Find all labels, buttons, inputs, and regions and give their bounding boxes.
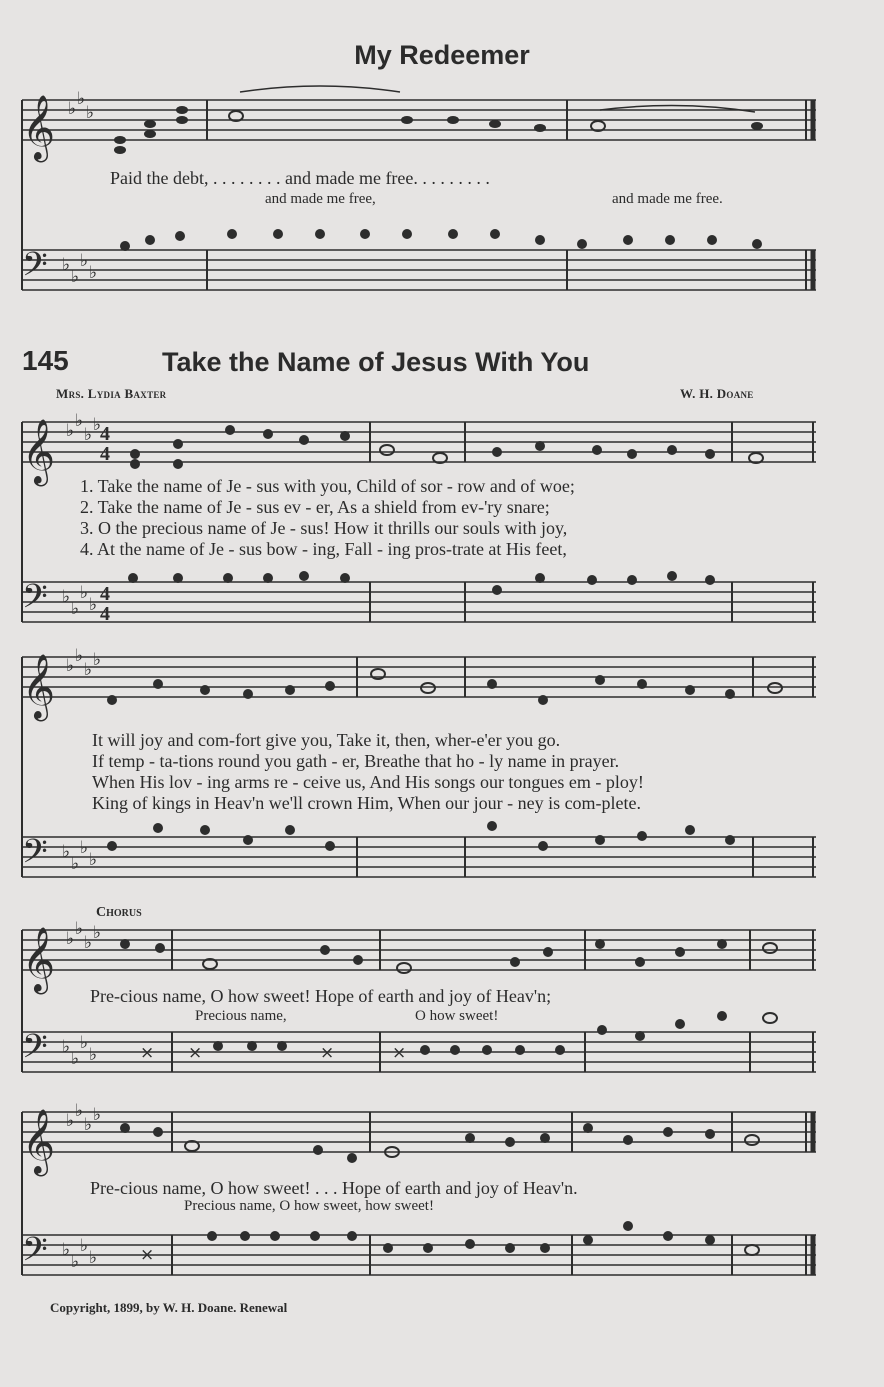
- svg-text:♭: ♭: [66, 1111, 75, 1131]
- svg-text:♭: ♭: [62, 1240, 71, 1260]
- svg-text:♭: ♭: [89, 1248, 98, 1268]
- verse-line: When His lov - ing arms re - ceive us, And His songs our tongues em - ploy!: [92, 772, 644, 792]
- chorus-echo-1a: Precious name,: [195, 1008, 287, 1024]
- verse-line: It will joy and com-fort give you, Take it, then, wher-e'er you go.: [92, 730, 561, 750]
- svg-text:×: ×: [140, 1043, 155, 1063]
- svg-text:𝄞: 𝄞: [22, 1109, 56, 1174]
- svg-text:𝄢: 𝄢: [22, 246, 48, 292]
- chorus-echo-2: Precious name, O how sweet, how sweet!: [184, 1198, 434, 1214]
- hymn-number: 145: [22, 345, 69, 376]
- verse-line: 2. Take the name of Je - sus ev - er, As a shield from ev-'ry snare;: [80, 497, 550, 517]
- svg-text:♭: ♭: [68, 99, 77, 119]
- svg-text:𝄢: 𝄢: [22, 1028, 48, 1074]
- staff-system-0-bass: [22, 229, 816, 292]
- verse-line: 1. Take the name of Je - sus with you, Child of sor - row and of woe;: [80, 476, 575, 496]
- svg-text:♭: ♭: [84, 425, 93, 445]
- svg-text:♭: ♭: [89, 263, 98, 283]
- svg-text:♭: ♭: [71, 267, 80, 287]
- verse-line: 3. O the precious name of Je - sus! How it thrills our souls with joy,: [80, 518, 568, 538]
- svg-text:𝄢: 𝄢: [22, 1231, 48, 1277]
- verses-block-1: [80, 476, 575, 560]
- previous-hymn-echo-2: and made me free.: [612, 191, 723, 207]
- svg-text:♭: ♭: [62, 587, 71, 607]
- svg-text:𝄞: 𝄞: [22, 419, 56, 484]
- chorus-label: Chorus: [96, 905, 142, 920]
- svg-text:♭: ♭: [80, 1236, 89, 1256]
- previous-hymn-lyrics: Paid the debt, . . . . . . . . and made me free. . . . . . . . .: [110, 168, 490, 188]
- svg-text:♭: ♭: [80, 1033, 89, 1053]
- svg-text:×: ×: [392, 1043, 407, 1063]
- svg-text:♭: ♭: [66, 929, 75, 949]
- svg-text:4: 4: [100, 443, 110, 465]
- svg-text:♭: ♭: [93, 415, 102, 435]
- svg-text:♭: ♭: [71, 599, 80, 619]
- svg-text:♭: ♭: [62, 1037, 71, 1057]
- svg-text:♭: ♭: [77, 89, 86, 109]
- svg-text:♭: ♭: [84, 660, 93, 680]
- chorus-lyrics-1: Pre-cious name, O how sweet! Hope of earth and joy of Heav'n;: [90, 986, 552, 1006]
- svg-text:♭: ♭: [62, 255, 71, 275]
- verse-line: 4. At the name of Je - sus bow - ing, Fall - ing pros-trate at His feet,: [80, 539, 567, 559]
- svg-text:♭: ♭: [75, 646, 84, 666]
- svg-text:4: 4: [100, 583, 110, 605]
- svg-text:♭: ♭: [84, 933, 93, 953]
- verse-line: King of kings in Heav'n we'll crown Him, When our jour - ney is com-plete.: [92, 793, 642, 813]
- staff-system-4-bass: [22, 1221, 816, 1277]
- svg-text:♭: ♭: [93, 1105, 102, 1125]
- svg-text:𝄢: 𝄢: [22, 833, 48, 879]
- svg-text:×: ×: [188, 1043, 203, 1063]
- svg-text:♭: ♭: [66, 421, 75, 441]
- svg-text:♭: ♭: [89, 850, 98, 870]
- author-credit: Mrs. Lydia Baxter: [56, 386, 167, 401]
- svg-text:𝄢: 𝄢: [22, 578, 48, 624]
- svg-text:♭: ♭: [93, 923, 102, 943]
- svg-text:𝄞: 𝄞: [22, 654, 56, 719]
- svg-text:♭: ♭: [62, 842, 71, 862]
- svg-text:♭: ♭: [86, 103, 95, 123]
- svg-text:𝄞: 𝄞: [22, 95, 56, 160]
- svg-text:×: ×: [140, 1245, 155, 1265]
- svg-text:♭: ♭: [71, 1049, 80, 1069]
- chorus-lyrics-2: Pre-cious name, O how sweet! . . . Hope of earth and joy of Heav'n.: [90, 1178, 578, 1198]
- svg-text:♭: ♭: [75, 411, 84, 431]
- chorus-echo-1b: O how sweet!: [415, 1008, 499, 1024]
- hymn-title: Take the Name of Jesus With You: [162, 347, 590, 377]
- previous-hymn-title: My Redeemer: [354, 40, 530, 70]
- svg-text:♭: ♭: [80, 583, 89, 603]
- svg-text:𝄞: 𝄞: [22, 927, 56, 992]
- svg-text:♭: ♭: [80, 838, 89, 858]
- staff-system-2-bass: [22, 821, 816, 879]
- verse-line: If temp - ta-tions round you gath - er, Breathe that ho - ly name in prayer.: [92, 751, 620, 771]
- verses-block-2: [92, 730, 644, 814]
- svg-text:♭: ♭: [75, 1101, 84, 1121]
- svg-text:♭: ♭: [89, 595, 98, 615]
- svg-text:4: 4: [100, 423, 110, 445]
- svg-text:♭: ♭: [71, 1252, 80, 1272]
- svg-text:×: ×: [320, 1043, 335, 1063]
- staff-system-1-bass: [22, 571, 816, 625]
- svg-text:♭: ♭: [75, 919, 84, 939]
- svg-text:♭: ♭: [80, 251, 89, 271]
- svg-text:♭: ♭: [84, 1115, 93, 1135]
- svg-text:♭: ♭: [71, 854, 80, 874]
- composer-credit: W. H. Doane: [680, 386, 754, 401]
- svg-text:4: 4: [100, 603, 110, 625]
- copyright-notice: Copyright, 1899, by W. H. Doane. Renewal: [50, 1300, 288, 1315]
- svg-text:♭: ♭: [89, 1045, 98, 1065]
- svg-text:♭: ♭: [66, 656, 75, 676]
- svg-text:♭: ♭: [93, 650, 102, 670]
- previous-hymn-echo-1: and made me free,: [265, 191, 376, 207]
